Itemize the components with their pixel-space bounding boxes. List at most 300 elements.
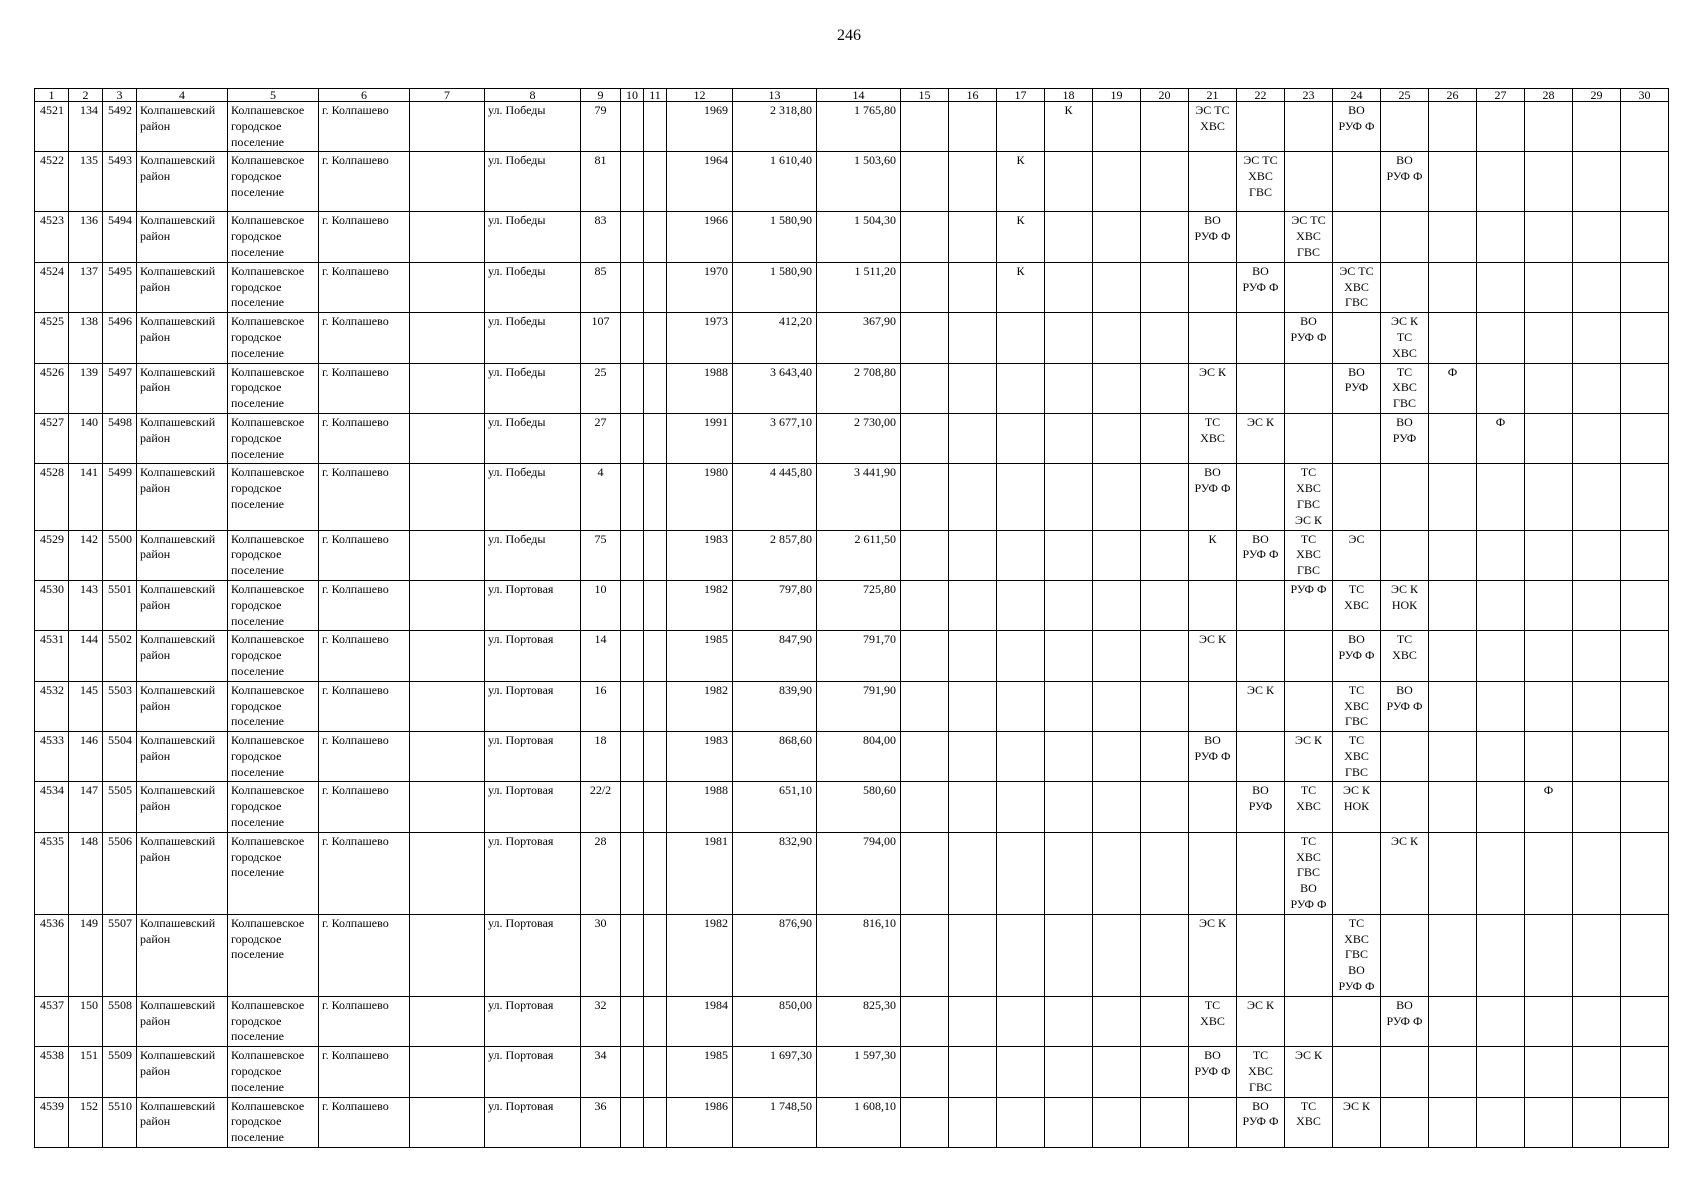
cell-c25 (1381, 102, 1429, 152)
column-header-26: 26 (1429, 89, 1477, 102)
cell-c7 (410, 363, 485, 413)
cell-c19 (1093, 832, 1141, 914)
cell-c18 (1045, 782, 1093, 832)
cell-c23 (1285, 914, 1333, 996)
cell-c17 (997, 782, 1045, 832)
cell-c20 (1141, 464, 1189, 530)
cell-c26 (1429, 580, 1477, 630)
city-cell: г. Колпашево (319, 1097, 410, 1147)
total-area-cell: 832,90 (733, 832, 817, 914)
house-number-cell: 81 (581, 152, 621, 212)
object-number: 5500 (103, 530, 137, 580)
build-year-cell: 1982 (667, 681, 733, 731)
build-year-cell: 1981 (667, 832, 733, 914)
cell-c22: ВО РУФ Ф (1237, 530, 1285, 580)
cell-c24 (1333, 832, 1381, 914)
table-row (35, 413, 1669, 463)
cell-c22 (1237, 212, 1285, 262)
table-row (35, 782, 1669, 832)
housing-register-table (34, 88, 1669, 1148)
build-year-cell: 1983 (667, 530, 733, 580)
settlement-cell: Колпашевское городское поселение (228, 464, 319, 530)
cell-c22: ЭС К (1237, 996, 1285, 1046)
cell-c21 (1189, 832, 1237, 914)
build-year-cell: 1970 (667, 262, 733, 312)
build-year-cell: 1988 (667, 782, 733, 832)
cell-c22 (1237, 631, 1285, 681)
cell-c7 (410, 681, 485, 731)
build-year-cell: 1985 (667, 1047, 733, 1097)
cell-c19 (1093, 914, 1141, 996)
column-header-12: 12 (667, 89, 733, 102)
table-row (35, 212, 1669, 262)
district-cell: Колпашевский район (137, 464, 228, 530)
street-cell: ул. Победы (485, 152, 581, 212)
column-header-24: 24 (1333, 89, 1381, 102)
object-number: 5507 (103, 914, 137, 996)
cell-c25 (1381, 732, 1429, 782)
total-area-cell: 2 318,80 (733, 102, 817, 152)
cell-c16 (949, 363, 997, 413)
cell-c23 (1285, 102, 1333, 152)
cell-c26 (1429, 1097, 1477, 1147)
cell-c26 (1429, 212, 1477, 262)
cell-c18 (1045, 262, 1093, 312)
cell-c10 (621, 580, 644, 630)
cell-c22 (1237, 832, 1285, 914)
cell-c10 (621, 262, 644, 312)
cell-c25: ВО РУФ (1381, 413, 1429, 463)
object-number: 5492 (103, 102, 137, 152)
cell-c30 (1621, 413, 1669, 463)
table-row (35, 102, 1669, 152)
cell-c17: К (997, 152, 1045, 212)
cell-c27 (1477, 152, 1525, 212)
cell-c28 (1525, 1047, 1573, 1097)
cell-c30 (1621, 681, 1669, 731)
cell-c28 (1525, 732, 1573, 782)
cell-c26 (1429, 313, 1477, 363)
cell-c30 (1621, 914, 1669, 996)
table-row (35, 732, 1669, 782)
sequence-number: 134 (69, 102, 103, 152)
cell-c7 (410, 313, 485, 363)
cell-c10 (621, 102, 644, 152)
cell-c26 (1429, 530, 1477, 580)
cell-c15 (901, 212, 949, 262)
cell-c24: ЭС К (1333, 1097, 1381, 1147)
cell-c11 (644, 152, 667, 212)
sequence-number: 138 (69, 313, 103, 363)
cell-c7 (410, 464, 485, 530)
column-number-header (35, 89, 1669, 102)
column-header-16: 16 (949, 89, 997, 102)
living-area-cell: 791,90 (817, 681, 901, 731)
cell-c29 (1573, 732, 1621, 782)
cell-c25 (1381, 1097, 1429, 1147)
street-cell: ул. Портовая (485, 782, 581, 832)
district-cell: Колпашевский район (137, 152, 228, 212)
settlement-cell: Колпашевское городское поселение (228, 102, 319, 152)
cell-c15 (901, 313, 949, 363)
cell-c23 (1285, 681, 1333, 731)
cell-c22 (1237, 914, 1285, 996)
cell-c10 (621, 313, 644, 363)
record-number: 4527 (35, 413, 69, 463)
cell-c11 (644, 732, 667, 782)
cell-c24: ВО РУФ Ф (1333, 631, 1381, 681)
street-cell: ул. Победы (485, 464, 581, 530)
cell-c17 (997, 631, 1045, 681)
column-header-18: 18 (1045, 89, 1093, 102)
cell-c16 (949, 152, 997, 212)
house-number-cell: 36 (581, 1097, 621, 1147)
build-year-cell: 1964 (667, 152, 733, 212)
city-cell: г. Колпашево (319, 363, 410, 413)
total-area-cell: 4 445,80 (733, 464, 817, 530)
street-cell: ул. Портовая (485, 681, 581, 731)
district-cell: Колпашевский район (137, 262, 228, 312)
build-year-cell: 1982 (667, 580, 733, 630)
cell-c29 (1573, 681, 1621, 731)
object-number: 5499 (103, 464, 137, 530)
living-area-cell: 804,00 (817, 732, 901, 782)
cell-c24 (1333, 464, 1381, 530)
cell-c19 (1093, 681, 1141, 731)
cell-c20 (1141, 313, 1189, 363)
cell-c7 (410, 1047, 485, 1097)
cell-c19 (1093, 732, 1141, 782)
total-area-cell: 1 748,50 (733, 1097, 817, 1147)
cell-c26 (1429, 152, 1477, 212)
cell-c29 (1573, 313, 1621, 363)
living-area-cell: 1 503,60 (817, 152, 901, 212)
cell-c20 (1141, 681, 1189, 731)
cell-c18 (1045, 732, 1093, 782)
cell-c10 (621, 464, 644, 530)
cell-c15 (901, 681, 949, 731)
cell-c17: К (997, 262, 1045, 312)
cell-c17 (997, 580, 1045, 630)
cell-c7 (410, 530, 485, 580)
settlement-cell: Колпашевское городское поселение (228, 681, 319, 731)
house-number-cell: 32 (581, 996, 621, 1046)
cell-c24 (1333, 152, 1381, 212)
build-year-cell: 1988 (667, 363, 733, 413)
cell-c16 (949, 1047, 997, 1097)
column-header-10: 10 (621, 89, 644, 102)
city-cell: г. Колпашево (319, 102, 410, 152)
cell-c30 (1621, 1097, 1669, 1147)
record-number: 4535 (35, 832, 69, 914)
record-number: 4524 (35, 262, 69, 312)
cell-c30 (1621, 313, 1669, 363)
cell-c15 (901, 914, 949, 996)
object-number: 5497 (103, 363, 137, 413)
cell-c16 (949, 530, 997, 580)
cell-c29 (1573, 530, 1621, 580)
city-cell: г. Колпашево (319, 631, 410, 681)
cell-c29 (1573, 1097, 1621, 1147)
cell-c19 (1093, 782, 1141, 832)
record-number: 4530 (35, 580, 69, 630)
cell-c18 (1045, 464, 1093, 530)
cell-c22 (1237, 363, 1285, 413)
cell-c15 (901, 580, 949, 630)
cell-c21: ТС ХВС (1189, 413, 1237, 463)
cell-c18 (1045, 681, 1093, 731)
cell-c11 (644, 580, 667, 630)
object-number: 5510 (103, 1097, 137, 1147)
sequence-number: 143 (69, 580, 103, 630)
district-cell: Колпашевский район (137, 413, 228, 463)
cell-c21 (1189, 1097, 1237, 1147)
house-number-cell: 10 (581, 580, 621, 630)
cell-c27 (1477, 732, 1525, 782)
living-area-cell: 2 730,00 (817, 413, 901, 463)
cell-c26 (1429, 413, 1477, 463)
street-cell: ул. Победы (485, 413, 581, 463)
record-number: 4522 (35, 152, 69, 212)
cell-c24: ТС ХВС ГВС ВО РУФ Ф (1333, 914, 1381, 996)
column-header-9: 9 (581, 89, 621, 102)
cell-c18 (1045, 413, 1093, 463)
cell-c19 (1093, 152, 1141, 212)
cell-c25 (1381, 1047, 1429, 1097)
district-cell: Колпашевский район (137, 212, 228, 262)
cell-c25 (1381, 262, 1429, 312)
cell-c27 (1477, 530, 1525, 580)
cell-c30 (1621, 832, 1669, 914)
city-cell: г. Колпашево (319, 464, 410, 530)
district-cell: Колпашевский район (137, 1097, 228, 1147)
cell-c7 (410, 102, 485, 152)
settlement-cell: Колпашевское городское поселение (228, 1097, 319, 1147)
table-row (35, 363, 1669, 413)
cell-c19 (1093, 530, 1141, 580)
settlement-cell: Колпашевское городское поселение (228, 914, 319, 996)
living-area-cell: 2 611,50 (817, 530, 901, 580)
cell-c11 (644, 530, 667, 580)
cell-c26 (1429, 102, 1477, 152)
cell-c10 (621, 832, 644, 914)
cell-c29 (1573, 152, 1621, 212)
cell-c28 (1525, 363, 1573, 413)
street-cell: ул. Победы (485, 212, 581, 262)
column-header-27: 27 (1477, 89, 1525, 102)
table-row (35, 313, 1669, 363)
city-cell: г. Колпашево (319, 832, 410, 914)
cell-c27: Ф (1477, 413, 1525, 463)
cell-c23: ЭС К (1285, 732, 1333, 782)
cell-c16 (949, 1097, 997, 1147)
cell-c22 (1237, 313, 1285, 363)
cell-c11 (644, 102, 667, 152)
cell-c27 (1477, 832, 1525, 914)
living-area-cell: 1 511,20 (817, 262, 901, 312)
district-cell: Колпашевский район (137, 102, 228, 152)
sequence-number: 147 (69, 782, 103, 832)
cell-c18 (1045, 832, 1093, 914)
cell-c15 (901, 1047, 949, 1097)
column-header-25: 25 (1381, 89, 1429, 102)
total-area-cell: 1 610,40 (733, 152, 817, 212)
street-cell: ул. Портовая (485, 732, 581, 782)
house-number-cell: 85 (581, 262, 621, 312)
cell-c23: ЭС ТС ХВС ГВС (1285, 212, 1333, 262)
cell-c22: ВО РУФ Ф (1237, 1097, 1285, 1147)
cell-c21: ВО РУФ Ф (1189, 732, 1237, 782)
cell-c21: ТС ХВС (1189, 996, 1237, 1046)
cell-c22 (1237, 102, 1285, 152)
cell-c17 (997, 732, 1045, 782)
cell-c15 (901, 413, 949, 463)
cell-c23: ЭС К (1285, 1047, 1333, 1097)
build-year-cell: 1973 (667, 313, 733, 363)
total-area-cell: 868,60 (733, 732, 817, 782)
record-number: 4523 (35, 212, 69, 262)
cell-c30 (1621, 262, 1669, 312)
build-year-cell: 1986 (667, 1097, 733, 1147)
cell-c10 (621, 681, 644, 731)
table-row (35, 631, 1669, 681)
cell-c23: ТС ХВС ГВС (1285, 530, 1333, 580)
table-row (35, 681, 1669, 731)
cell-c7 (410, 832, 485, 914)
cell-c18 (1045, 1047, 1093, 1097)
cell-c25 (1381, 782, 1429, 832)
cell-c7 (410, 1097, 485, 1147)
cell-c22 (1237, 464, 1285, 530)
cell-c24 (1333, 413, 1381, 463)
cell-c19 (1093, 996, 1141, 1046)
city-cell: г. Колпашево (319, 262, 410, 312)
cell-c21: ЭС К (1189, 914, 1237, 996)
cell-c26 (1429, 262, 1477, 312)
cell-c11 (644, 832, 667, 914)
cell-c19 (1093, 580, 1141, 630)
record-number: 4539 (35, 1097, 69, 1147)
record-number: 4526 (35, 363, 69, 413)
table-row (35, 1097, 1669, 1147)
cell-c29 (1573, 914, 1621, 996)
total-area-cell: 1 580,90 (733, 262, 817, 312)
settlement-cell: Колпашевское городское поселение (228, 152, 319, 212)
cell-c10 (621, 413, 644, 463)
cell-c23: ВО РУФ Ф (1285, 313, 1333, 363)
build-year-cell: 1966 (667, 212, 733, 262)
cell-c24 (1333, 996, 1381, 1046)
street-cell: ул. Победы (485, 313, 581, 363)
living-area-cell: 825,30 (817, 996, 901, 1046)
table-row (35, 530, 1669, 580)
total-area-cell: 797,80 (733, 580, 817, 630)
cell-c18 (1045, 212, 1093, 262)
cell-c20 (1141, 212, 1189, 262)
cell-c15 (901, 732, 949, 782)
cell-c29 (1573, 102, 1621, 152)
district-cell: Колпашевский район (137, 782, 228, 832)
column-header-6: 6 (319, 89, 410, 102)
cell-c16 (949, 681, 997, 731)
cell-c21: ЭС ТС ХВС (1189, 102, 1237, 152)
living-area-cell: 3 441,90 (817, 464, 901, 530)
cell-c27 (1477, 464, 1525, 530)
cell-c17 (997, 914, 1045, 996)
record-number: 4529 (35, 530, 69, 580)
cell-c24: ЭС (1333, 530, 1381, 580)
cell-c26 (1429, 631, 1477, 681)
record-number: 4536 (35, 914, 69, 996)
cell-c17 (997, 832, 1045, 914)
cell-c20 (1141, 580, 1189, 630)
cell-c19 (1093, 1047, 1141, 1097)
cell-c25: ЭС К ТС ХВС (1381, 313, 1429, 363)
cell-c29 (1573, 212, 1621, 262)
cell-c16 (949, 313, 997, 363)
cell-c30 (1621, 530, 1669, 580)
cell-c16 (949, 631, 997, 681)
cell-c16 (949, 782, 997, 832)
district-cell: Колпашевский район (137, 580, 228, 630)
cell-c24: ВО РУФ Ф (1333, 102, 1381, 152)
district-cell: Колпашевский район (137, 914, 228, 996)
column-header-13: 13 (733, 89, 817, 102)
cell-c21 (1189, 580, 1237, 630)
cell-c7 (410, 732, 485, 782)
cell-c20 (1141, 832, 1189, 914)
total-area-cell: 651,10 (733, 782, 817, 832)
record-number: 4528 (35, 464, 69, 530)
cell-c30 (1621, 782, 1669, 832)
cell-c10 (621, 1047, 644, 1097)
cell-c17 (997, 102, 1045, 152)
table-body (35, 102, 1669, 1148)
table-row (35, 996, 1669, 1046)
record-number: 4531 (35, 631, 69, 681)
district-cell: Колпашевский район (137, 631, 228, 681)
table-row (35, 262, 1669, 312)
record-number: 4533 (35, 732, 69, 782)
column-header-4: 4 (137, 89, 228, 102)
cell-c19 (1093, 102, 1141, 152)
cell-c25 (1381, 530, 1429, 580)
cell-c22: ЭС К (1237, 681, 1285, 731)
object-number: 5503 (103, 681, 137, 731)
cell-c21 (1189, 152, 1237, 212)
cell-c28 (1525, 262, 1573, 312)
street-cell: ул. Портовая (485, 996, 581, 1046)
cell-c18 (1045, 313, 1093, 363)
living-area-cell: 1 597,30 (817, 1047, 901, 1097)
cell-c26 (1429, 782, 1477, 832)
cell-c11 (644, 681, 667, 731)
cell-c29 (1573, 832, 1621, 914)
column-header-11: 11 (644, 89, 667, 102)
cell-c29 (1573, 996, 1621, 1046)
cell-c30 (1621, 631, 1669, 681)
cell-c21: ВО РУФ Ф (1189, 464, 1237, 530)
column-header-5: 5 (228, 89, 319, 102)
cell-c23: ТС ХВС ГВС ЭС К (1285, 464, 1333, 530)
cell-c19 (1093, 464, 1141, 530)
house-number-cell: 30 (581, 914, 621, 996)
cell-c10 (621, 152, 644, 212)
cell-c18 (1045, 1097, 1093, 1147)
cell-c21 (1189, 681, 1237, 731)
cell-c18 (1045, 580, 1093, 630)
cell-c25: ЭС К (1381, 832, 1429, 914)
